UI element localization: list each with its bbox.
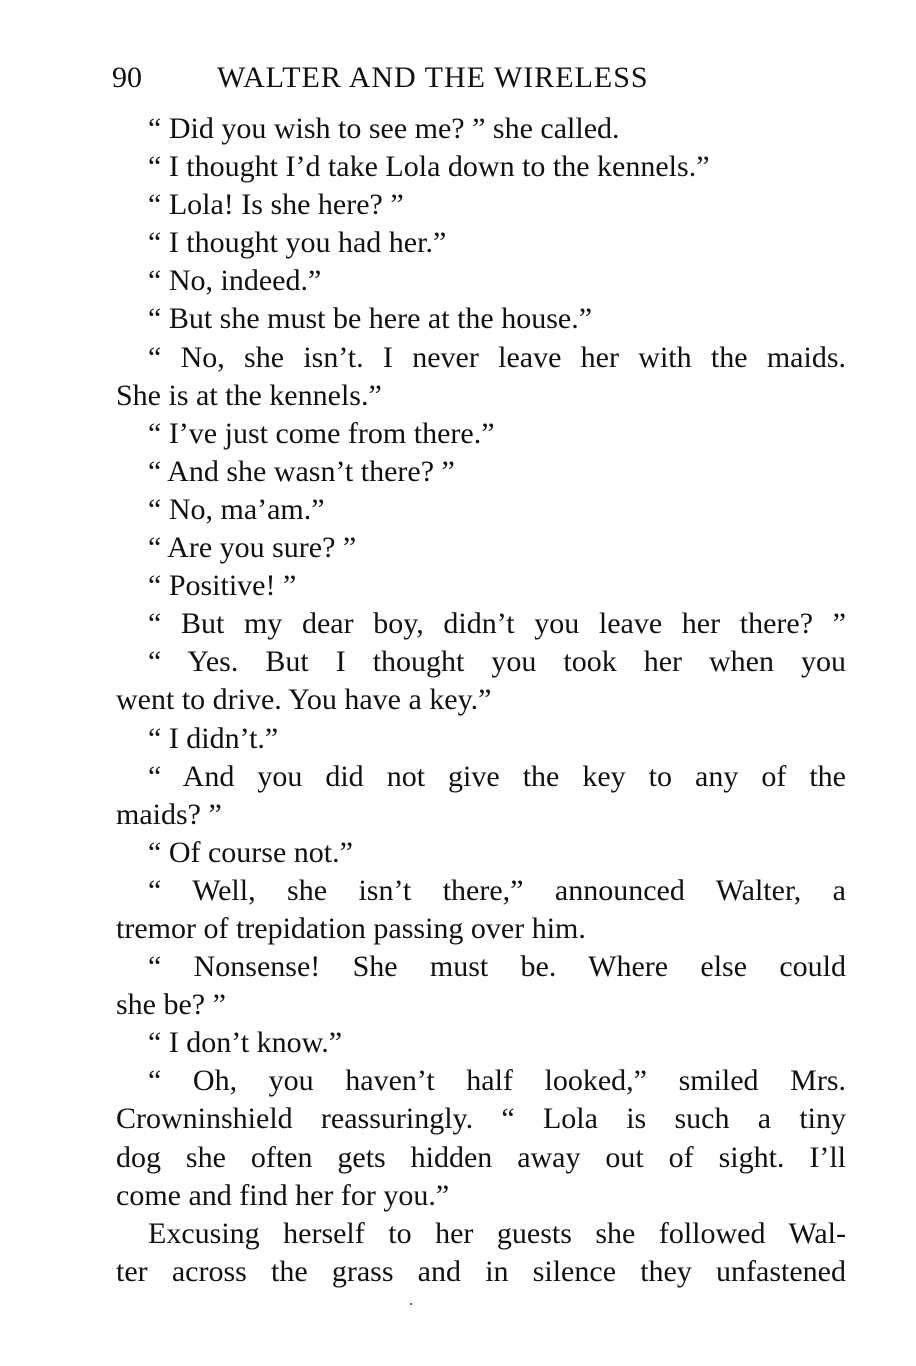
text-line: dog she often gets hidden away out of sight. I’ll [116,1140,846,1174]
text-line: “ But my dear boy, didn’t you leave her there? ” [148,607,846,641]
text-line: “ And she wasn’t there? ” [148,454,455,488]
page-number: 90 [112,61,142,94]
text-line: “ Oh, you haven’t half looked,” smiled Mrs. [148,1064,846,1098]
text-line: “ Well, she isn’t there,” announced Walter, a [148,873,846,907]
text-line: “ No, ma’am.” [148,492,325,526]
text-line: “ Did you wish to see me? ” she called. [148,112,620,145]
text-line: she be? ” [116,988,226,1022]
text-line: “ No, indeed.” [148,264,322,298]
page-header [112,56,852,100]
text-line: tremor of trepidation passing over him. [116,911,586,945]
text-line: She is at the kennels.” [116,378,382,412]
body-text [116,110,846,1291]
print-speck [410,1303,412,1305]
text-line: “ No, she isn’t. I never leave her with the maids. [148,340,846,374]
text-line: “ Positive! ” [148,569,297,603]
text-line: went to drive. You have a key.” [116,683,492,717]
text-line: “ Of course not.” [148,835,353,869]
text-line: “ I’ve just come from there.” [148,416,495,450]
text-line: “ I thought I’d take Lola down to the kennels.” [148,150,710,184]
text-line: “ Are you sure? ” [148,531,357,565]
text-line: “ Lola! Is she here? ” [148,188,404,222]
text-line: “ Yes. But I thought you took her when you [148,645,846,679]
text-line: “ And you did not give the key to any of the [148,759,846,793]
running-title: WALTER AND THE WIRELESS [217,61,649,94]
text-line: “ I didn’t.” [148,721,279,755]
text-line: “ I thought you had her.” [148,226,447,260]
text-line: come and find her for you.” [116,1178,450,1212]
text-line: maids? ” [116,797,222,831]
text-line: “ But she must be here at the house.” [148,302,593,336]
text-line: ter across the grass and in silence they unfastened [116,1254,846,1288]
text-line: “ I don’t know.” [148,1026,343,1060]
text-line: “ Nonsense! She must be. Where else could [148,950,846,984]
text-line: Crowninshield reassuringly. “ Lola is such a tiny [116,1102,846,1136]
text-line: Excusing herself to her guests she followed Wal- [148,1216,846,1250]
